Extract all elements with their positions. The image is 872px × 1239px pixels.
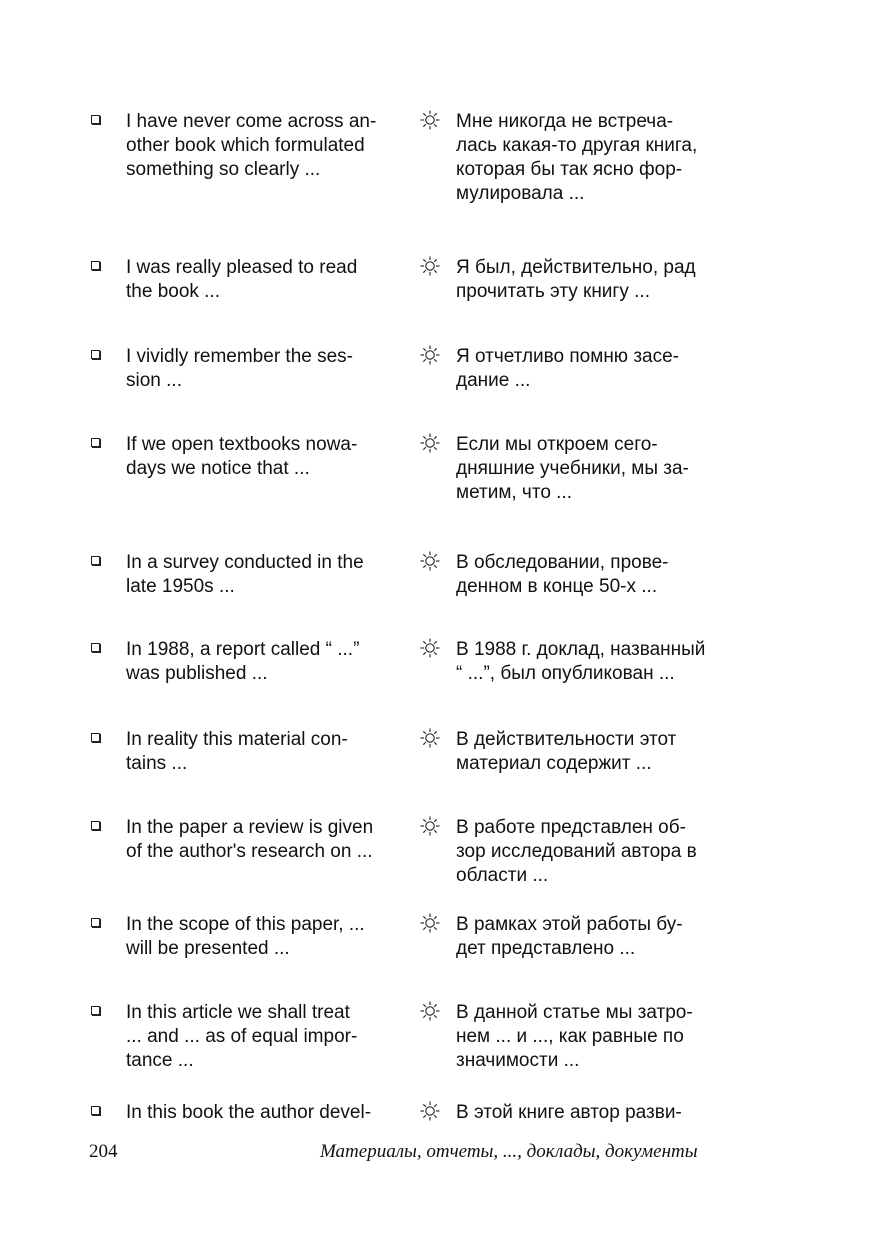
english-line: In 1988, a report called “ ...”: [126, 639, 360, 660]
checkbox-bullet-icon: [91, 350, 100, 359]
english-line: the book ...: [126, 281, 221, 302]
checkbox-bullet-icon: [91, 733, 100, 742]
english-phrase: [126, 256, 357, 304]
english-line: ... and ... as of equal impor-: [126, 1026, 358, 1047]
english-line: will be presented ...: [126, 938, 290, 959]
russian-translation: [456, 110, 697, 206]
english-line: In reality this material con-: [126, 729, 348, 750]
checkbox-bullet-icon: [91, 1006, 100, 1015]
russian-line: В действительности этот: [456, 729, 677, 750]
russian-line: области ...: [456, 865, 549, 886]
english-line: days we notice that ...: [126, 458, 310, 479]
russian-line: В рамках этой работы бу-: [456, 914, 683, 935]
russian-line: дание ...: [456, 370, 531, 391]
english-line: In the paper a review is given: [126, 817, 374, 838]
russian-translation: [456, 816, 697, 888]
checkbox-bullet-icon: [91, 1106, 100, 1115]
russian-translation: [456, 728, 676, 776]
russian-translation: [456, 913, 683, 961]
checkbox-bullet-icon: [91, 261, 100, 270]
russian-line: Я отчетливо помню засе-: [456, 346, 680, 367]
english-line: In this article we shall treat: [126, 1002, 350, 1023]
checkbox-bullet-icon: [91, 918, 100, 927]
english-phrase: [126, 551, 364, 599]
english-line: something so clearly ...: [126, 159, 321, 180]
russian-translation: [456, 433, 689, 505]
english-phrase: [126, 1101, 371, 1125]
english-phrase: [126, 345, 353, 393]
english-line: If we open textbooks nowa-: [126, 434, 358, 455]
sun-bullet-icon: [419, 255, 441, 277]
russian-translation: [456, 638, 705, 686]
sun-bullet-icon: [419, 1100, 441, 1122]
russian-line: дет представлено ...: [456, 938, 636, 959]
russian-line: В данной статье мы затро-: [456, 1002, 693, 1023]
russian-line: Я был, действительно, рад: [456, 257, 696, 278]
russian-translation: [456, 1101, 682, 1125]
english-line: I was really pleased to read: [126, 257, 358, 278]
russian-line: материал содержит ...: [456, 753, 652, 774]
sun-bullet-icon: [419, 550, 441, 572]
russian-translation: [456, 1001, 693, 1073]
english-line: tance ...: [126, 1050, 194, 1071]
russian-line: мулировала ...: [456, 183, 585, 204]
sun-bullet-icon: [419, 1000, 441, 1022]
checkbox-bullet-icon: [91, 438, 100, 447]
english-line: In this book the author devel-: [126, 1102, 372, 1123]
checkbox-bullet-icon: [91, 643, 100, 652]
russian-line: дняшние учебники, мы за-: [456, 458, 689, 479]
russian-line: значимости ...: [456, 1050, 580, 1071]
checkbox-bullet-icon: [91, 821, 100, 830]
english-line: was published ...: [126, 663, 268, 684]
english-line: In a survey conducted in the: [126, 552, 364, 573]
english-line: I vividly remember the ses-: [126, 346, 354, 367]
english-line: In the scope of this paper, ...: [126, 914, 365, 935]
russian-translation: [456, 345, 679, 393]
english-phrase: [126, 110, 376, 182]
russian-line: “ ...”, был опубликован ...: [456, 663, 675, 684]
page-number: 204: [89, 1141, 118, 1162]
russian-translation: [456, 256, 696, 304]
english-phrase: [126, 728, 348, 776]
russian-line: нем ... и ..., как равные по: [456, 1026, 684, 1047]
english-phrase: [126, 1001, 357, 1073]
russian-line: В этой книге автор разви-: [456, 1102, 682, 1123]
russian-line: В обследовании, прове-: [456, 552, 669, 573]
russian-line: денном в конце 50-х ...: [456, 576, 658, 597]
english-phrase: [126, 816, 373, 864]
sun-bullet-icon: [419, 344, 441, 366]
sun-bullet-icon: [419, 432, 441, 454]
english-line: late 1950s ...: [126, 576, 235, 597]
russian-line: зор исследований автора в: [456, 841, 697, 862]
english-line: other book which formulated: [126, 135, 365, 156]
english-line: I have never come across an-: [126, 111, 377, 132]
sun-bullet-icon: [419, 912, 441, 934]
english-phrase: [126, 638, 359, 686]
english-line: of the author's research on ...: [126, 841, 373, 862]
russian-line: Мне никогда не встреча-: [456, 111, 674, 132]
sun-bullet-icon: [419, 637, 441, 659]
running-head: Материалы, отчеты, ..., доклады, документы: [320, 1141, 698, 1162]
russian-line: лась какая-то другая книга,: [456, 135, 698, 156]
sun-bullet-icon: [419, 727, 441, 749]
sun-bullet-icon: [419, 815, 441, 837]
sun-bullet-icon: [419, 109, 441, 131]
russian-line: Если мы откроем сего-: [456, 434, 658, 455]
english-phrase: [126, 433, 357, 481]
english-line: sion ...: [126, 370, 182, 391]
russian-translation: [456, 551, 669, 599]
english-phrase: [126, 913, 365, 961]
russian-line: В 1988 г. доклад, названный: [456, 639, 706, 660]
checkbox-bullet-icon: [91, 556, 100, 565]
russian-line: прочитать эту книгу ...: [456, 281, 650, 302]
russian-line: метим, что ...: [456, 482, 573, 503]
checkbox-bullet-icon: [91, 115, 100, 124]
russian-line: которая бы так ясно фор-: [456, 159, 683, 180]
russian-line: В работе представлен об-: [456, 817, 686, 838]
english-line: tains ...: [126, 753, 188, 774]
